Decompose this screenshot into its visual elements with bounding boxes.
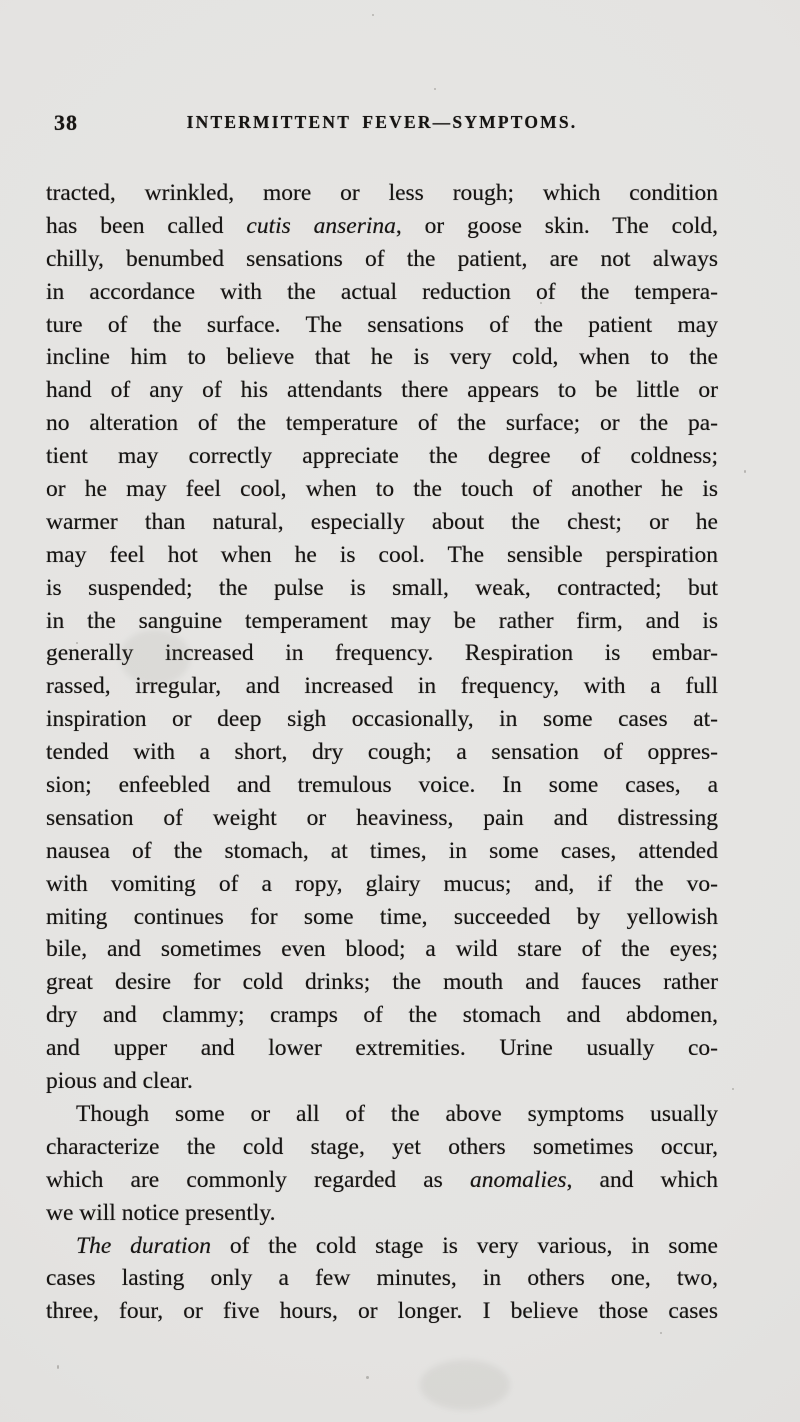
text-segment: tient may correctly appreciate the degree of coldness; [46, 443, 718, 470]
text-segment: , and which [566, 1166, 718, 1193]
text-segment: ture of the surface. The sensations of the patient may [46, 311, 718, 338]
text-segment: generally increased in frequency. Respiration is embar- [46, 640, 718, 667]
scan-speck [732, 1088, 734, 1090]
text-line [46, 802, 718, 835]
text-segment: Though some or all of the above symptoms usually [76, 1100, 718, 1127]
text-segment: nausea of the stomach, at times, in some cases, attended [46, 837, 718, 864]
text-line [46, 1197, 718, 1230]
text-line [46, 1065, 718, 1098]
page-header [46, 112, 718, 144]
text-segment: dry and clammy; cramps of the stomach and abdomen, [46, 1002, 718, 1029]
text-segment: chilly, benumbed sensations of the patient, are not always [46, 245, 718, 272]
italic-text-segment: cutis anserina [246, 212, 396, 239]
text-segment: of the cold stage is very various, in some [211, 1232, 718, 1259]
text-segment: sion; enfeebled and tremulous voice. In some cases, a [46, 772, 718, 799]
text-segment: is suspended; the pulse is small, weak, contracted; but [46, 574, 718, 601]
text-line [46, 1262, 718, 1295]
text-line [46, 572, 718, 605]
text-segment: characterize the cold stage, yet others sometimes occur, [46, 1133, 718, 1160]
text-line [46, 473, 718, 506]
text-segment: in accordance with the actual reduction of the tempera- [46, 278, 718, 305]
text-segment: and upper and lower extremities. Urine usually co- [46, 1035, 718, 1062]
text-segment: with vomiting of a ropy, glairy mucus; and, if the vo- [46, 870, 718, 897]
text-segment: which are commonly regarded as [46, 1166, 470, 1193]
running-header: INTERMITTENT FEVER—SYMPTOMS. [186, 112, 578, 132]
text-line [46, 703, 718, 736]
scan-smudge [420, 1360, 510, 1410]
text-segment: miting continues for some time, succeeded by yellowish [46, 903, 718, 930]
text-line [46, 901, 718, 934]
text-line [46, 210, 718, 243]
text-line [46, 835, 718, 868]
text-line [46, 1295, 718, 1328]
text-segment: three, four, or five hours, or longer. I believe those cases [46, 1298, 718, 1325]
text-line [46, 407, 718, 440]
text-line [46, 605, 718, 638]
text-line [46, 1098, 718, 1131]
scan-speck [434, 88, 436, 90]
text-segment: in the sanguine temperament may be rather firm, and is [46, 607, 718, 634]
text-segment: tracted, wrinkled, more or less rough; which condition [46, 180, 718, 206]
text-line [46, 276, 718, 309]
text-line [46, 637, 718, 670]
text-segment: , or goose skin. The cold, [395, 212, 718, 239]
text-line [46, 341, 718, 374]
text-segment: tended with a short, dry cough; a sensation of oppres- [46, 739, 718, 766]
text-segment: cases lasting only a few minutes, in others one, two, [46, 1265, 718, 1292]
text-segment: great desire for cold drinks; the mouth and fauces rather [46, 969, 718, 996]
text-segment: may feel hot when he is cool. The sensible perspiration [46, 541, 718, 568]
scan-speck [660, 1332, 662, 1334]
text-line [46, 1164, 718, 1197]
text-line [46, 539, 718, 572]
text-line [46, 868, 718, 901]
text-segment: has been called [46, 212, 247, 239]
text-segment: inspiration or deep sigh occasionally, in some cases at- [46, 706, 718, 733]
text-line [46, 736, 718, 769]
page-body [46, 177, 718, 1328]
text-segment: rassed, irregular, and increased in frequency, with a full [46, 673, 718, 700]
text-line [46, 309, 718, 342]
text-segment: no alteration of the temperature of the surface; or the pa- [46, 410, 718, 437]
text-line [46, 243, 718, 276]
text-segment: hand of any of his attendants there appears to be little or [46, 377, 718, 404]
text-line [46, 374, 718, 407]
text-segment: warmer than natural, especially about the chest; or he [46, 508, 718, 535]
text-line [46, 440, 718, 473]
text-line [46, 769, 718, 802]
text-line [46, 670, 718, 703]
text-segment: we will notice presently. [46, 1199, 276, 1226]
text-line [46, 933, 718, 966]
text-segment: bile, and sometimes even blood; a wild stare of the eyes; [46, 936, 718, 963]
italic-text-segment: anomalies [469, 1166, 567, 1193]
text-line [46, 1131, 718, 1164]
text-segment: sensation of weight or heaviness, pain and distressing [46, 804, 718, 831]
scan-speck [57, 1365, 59, 1369]
italic-text-segment: The duration [76, 1232, 212, 1259]
text-line [46, 177, 718, 210]
text-line [46, 1032, 718, 1065]
scan-speck [366, 1376, 369, 1379]
page-number: 38 [54, 110, 78, 135]
text-segment: or he may feel cool, when to the touch of another he is [46, 476, 718, 503]
text-line [46, 966, 718, 999]
text-segment: pious and clear. [46, 1068, 193, 1095]
scan-speck [744, 470, 746, 473]
text-line [46, 999, 718, 1032]
text-line [46, 506, 718, 539]
text-segment: incline him to believe that he is very cold, when to the [46, 344, 718, 371]
scan-speck [372, 14, 374, 16]
text-line [46, 1230, 718, 1263]
